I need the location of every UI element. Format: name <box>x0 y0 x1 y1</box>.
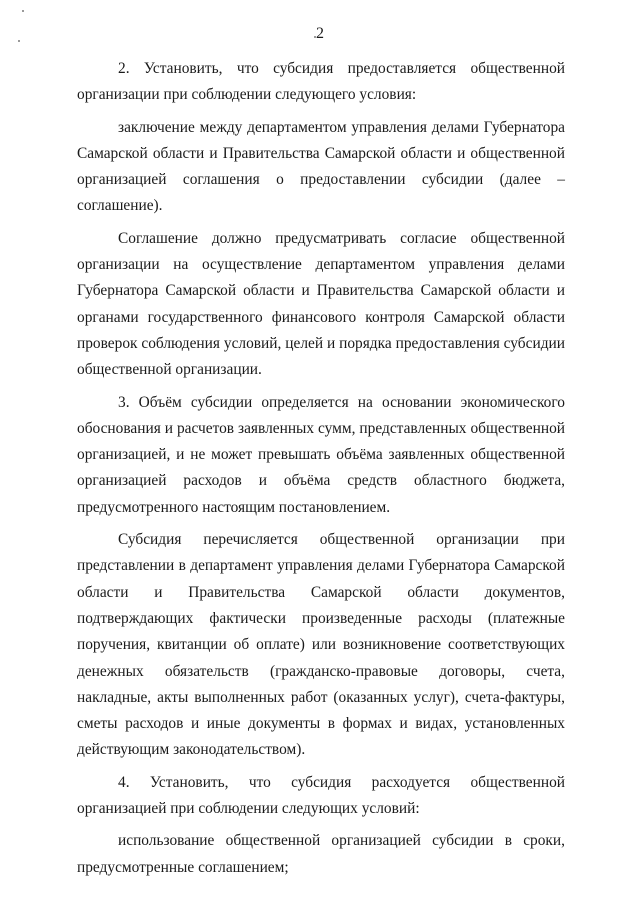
paragraph-clause-3: 3. Объём субсидии определяется на основании экономического обоснования и расчетов заявленных сумм, представленных общественной организацией, и не может превышать объёма заявленных общественной организацией расходов и объёма средств областного бюджета, предусмотренного настоящим постановлением. <box>77 393 565 516</box>
document-body <box>77 56 565 881</box>
paragraph-clause-2: 2. Установить, что субсидия предоставляется общественной организации при соблюдении следующего условия: <box>77 60 565 104</box>
paragraph-clause-4: 4. Установить, что субсидия расходуется общественной организацией при соблюдении следующих условий: <box>77 773 565 818</box>
page-number: 2 <box>316 25 324 42</box>
paragraph-agreement-consent: Соглашение должно предусматривать согласие общественной организации на осуществление департаментом управления делами Губернатора Самарской области и Правительства Самарской области и органами государственного финансового контроля Самарской области проверок соблюдения условий, целей и порядка предоставления субсидии общественной организации. <box>77 229 565 379</box>
paragraph-usage-condition: использование общественной организацией субсидии в сроки, предусмотренные соглашением; <box>77 832 565 876</box>
scan-speck <box>22 10 24 12</box>
paragraph-agreement-condition: заключение между департаментом управления делами Губернатора Самарской области и Правительства Самарской области и общественной организацией соглашения о предоставлении субсидии (далее – соглашение). <box>77 118 565 215</box>
paragraph-subsidy-transfer: Субсидия перечисляется общественной организации при представлении в департамент управления делами Губернатора Самарской области и Правительства Самарской области документов, подтверждающих фактически произведенные расходы (платежные поручения, квитанции об оплате) или возникновение соответствующих денежных обязательств (гражданско-правовые договоры, счета, накладные, акты выполненных работ (оказанных услуг), счета-фактуры, сметы расходов и иные документы в формах и видах, установленных действующим законодательством). <box>77 531 565 759</box>
